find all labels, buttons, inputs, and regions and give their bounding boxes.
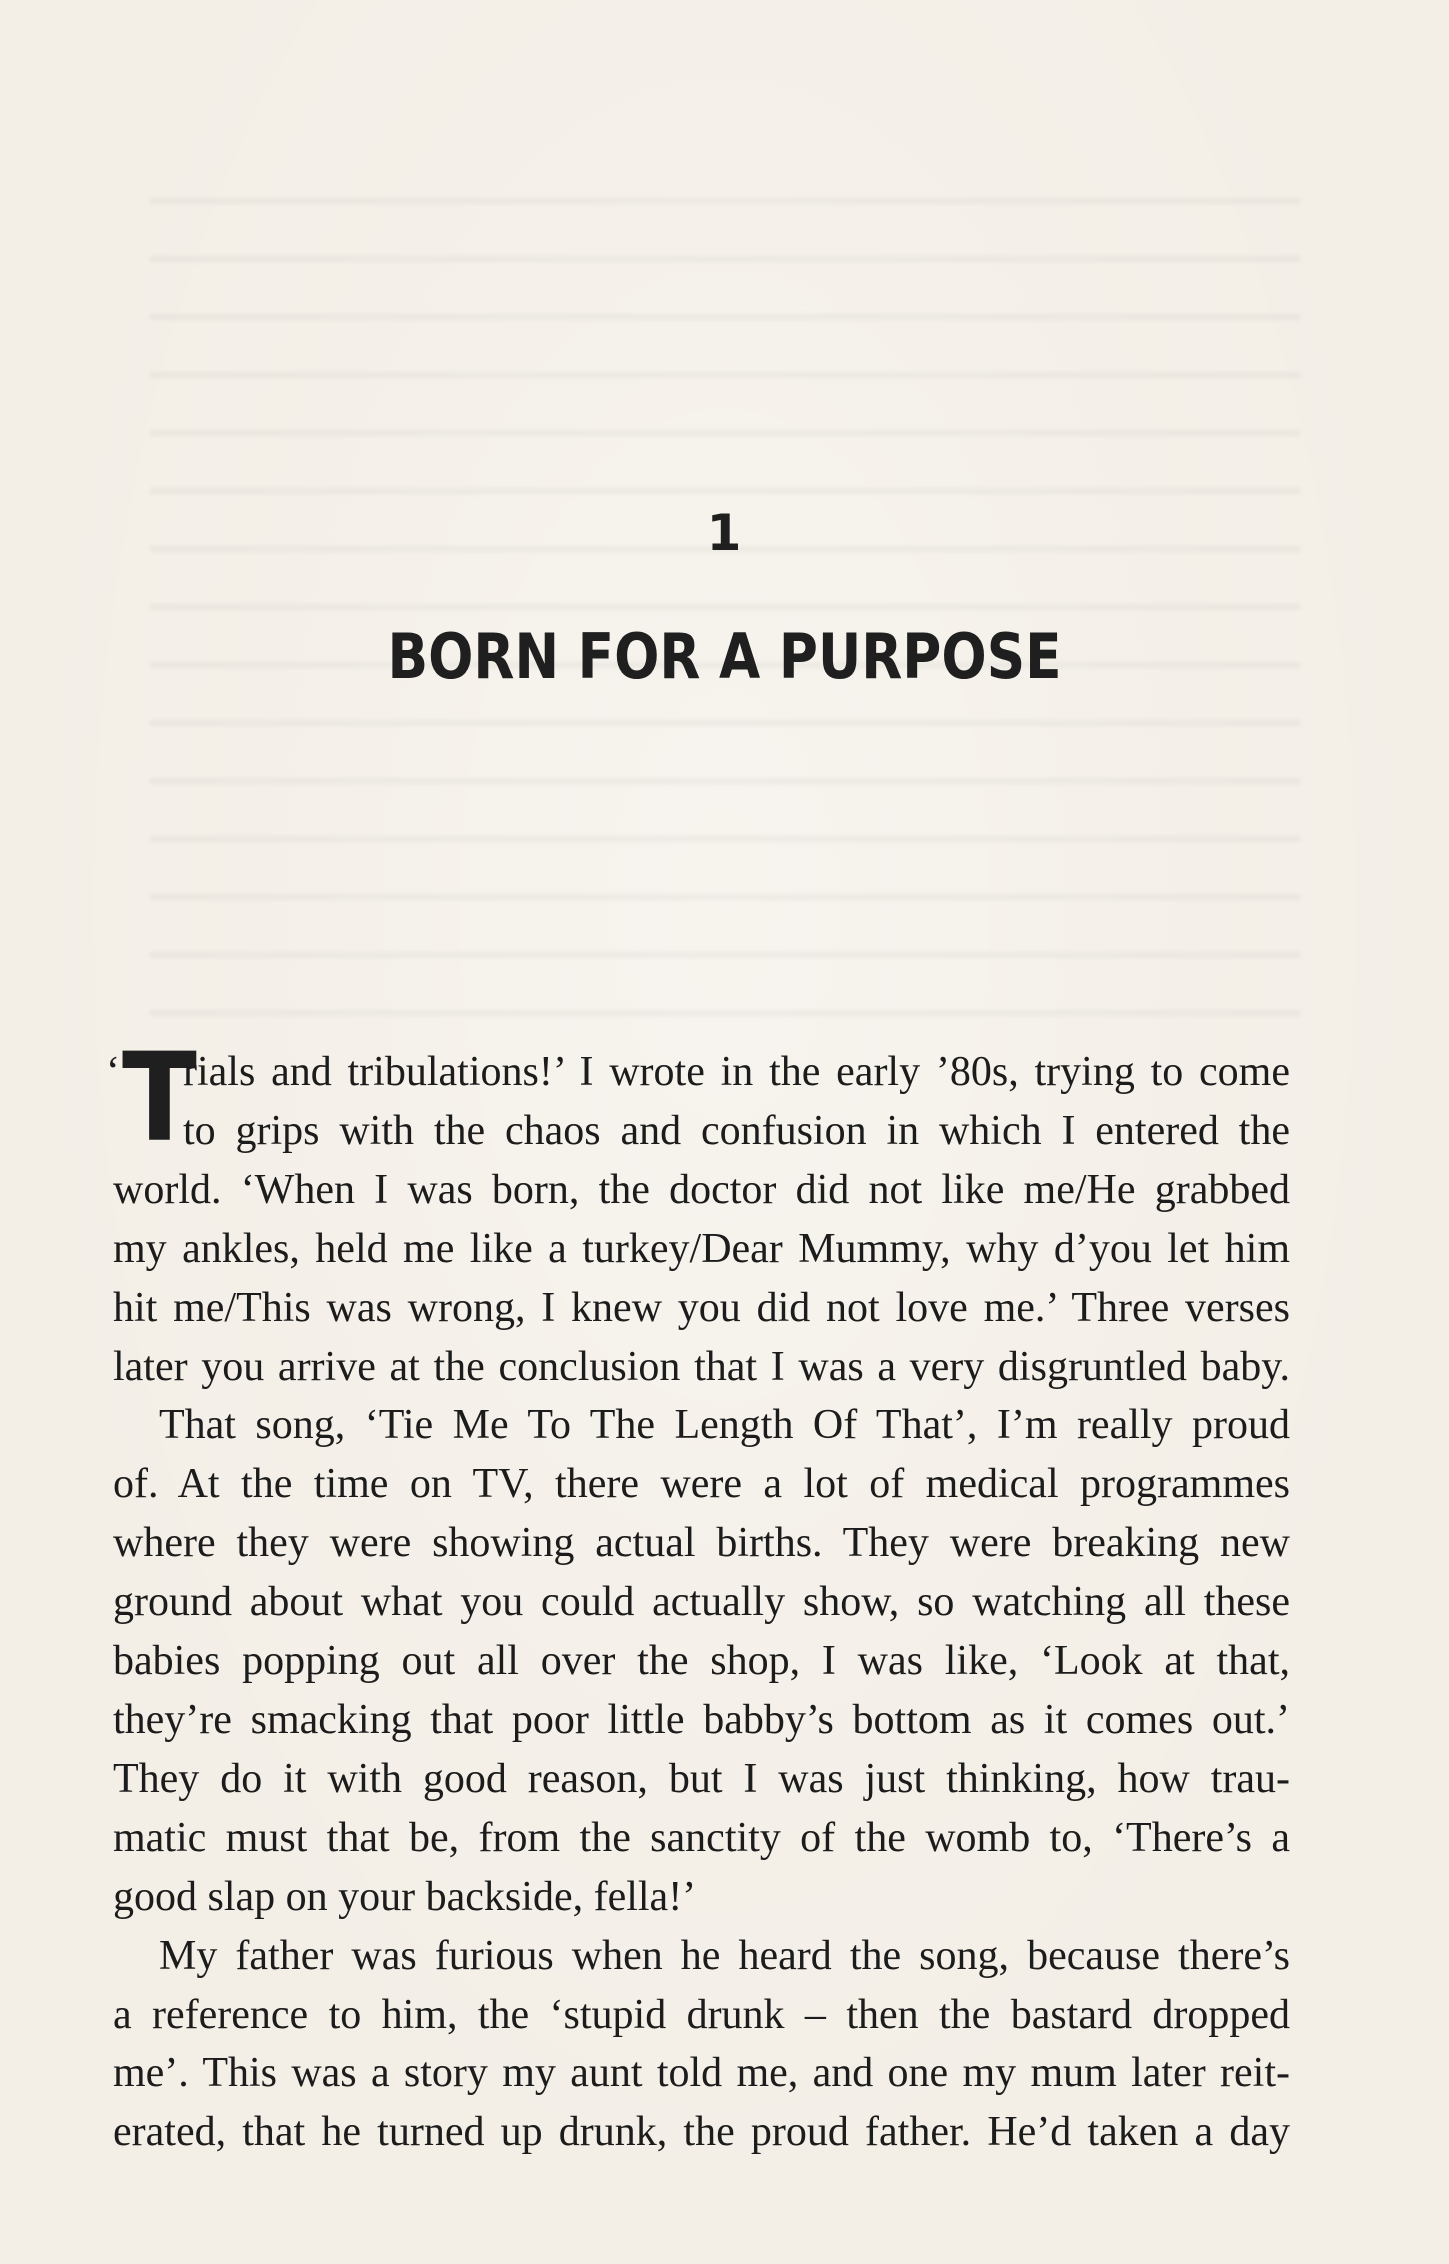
show-through-text — [150, 160, 1300, 1020]
text-line: my ankles, held me like a turkey/Dear Mummy, why d’you let him — [113, 1225, 1290, 1272]
text-line: me’. This was a story my aunt told me, and one my mum later reit- — [113, 2050, 1290, 2097]
text-line: babies popping out all over the shop, I was like, ‘Look at that, — [113, 1638, 1290, 1685]
text-line: rials and tribulations!’ I wrote in the early ’80s, trying to come — [183, 1049, 1290, 1095]
text-line: matic must that be, from the sanctity of the womb to, ‘There’s a — [113, 1814, 1290, 1861]
text-line: erated, that he turned up drunk, the proud father. He’d taken a day — [113, 2109, 1290, 2156]
text-line: good slap on your backside, fella!’ — [113, 1873, 697, 1920]
text-line: My father was furious when he heard the song, because there’s — [159, 1932, 1290, 1979]
chapter-title: BORN FOR A PURPOSE — [387, 620, 1062, 693]
text-line: They do it with good reason, but I was just thinking, how trau- — [113, 1755, 1290, 1802]
opening-quote-mark: ‘ — [106, 1049, 120, 1095]
body-text — [113, 1027, 1290, 2162]
text-line: where they were showing actual births. They were breaking new — [113, 1520, 1290, 1567]
text-line: of. At the time on TV, there were a lot of medical programmes — [113, 1461, 1290, 1508]
text-line: a reference to him, the ‘stupid drunk – then the bastard dropped — [113, 1991, 1290, 2038]
chapter-number: 1 — [706, 504, 743, 562]
text-line: world. ‘When I was born, the doctor did not like me/He grabbed — [113, 1166, 1290, 1213]
text-line: ground about what you could actually show, so watching all these — [113, 1579, 1290, 1626]
text-line: to grips with the chaos and confusion in which I entered the — [183, 1107, 1290, 1154]
text-line: That song, ‘Tie Me To The Length Of That’, I’m really proud — [159, 1402, 1290, 1449]
text-line: later you arrive at the conclusion that I was a very disgruntled baby. — [113, 1343, 1290, 1390]
text-line: they’re smacking that poor little babby’s bottom as it comes out.’ — [113, 1696, 1290, 1743]
text-line: hit me/This was wrong, I knew you did not love me.’ Three verses — [113, 1284, 1290, 1331]
drop-cap: T — [122, 1027, 197, 1169]
